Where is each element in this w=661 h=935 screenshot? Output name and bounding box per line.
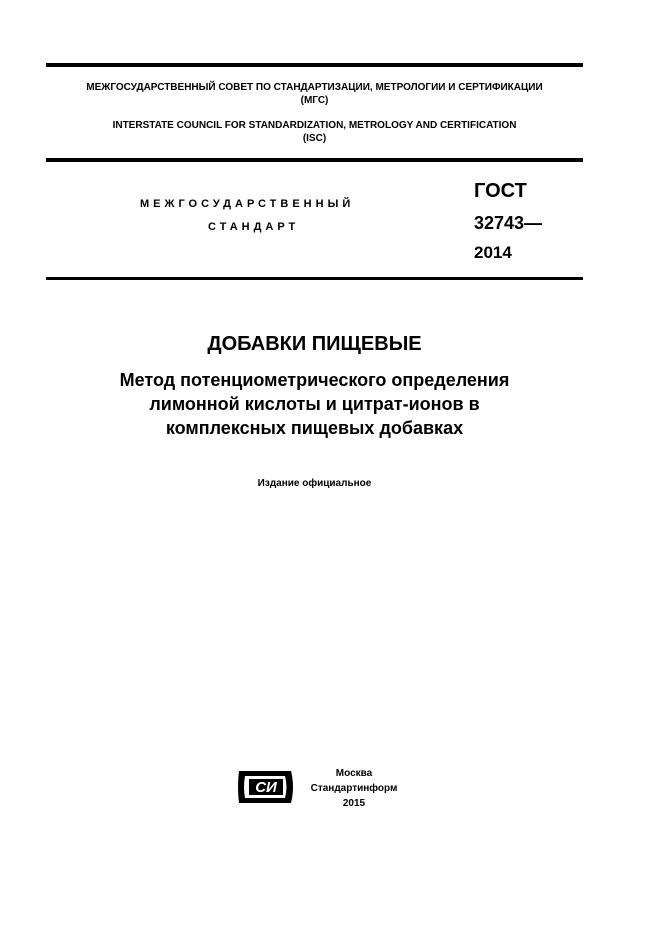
gost-number: 32743— [474,213,543,233]
header-bottom-rule [46,277,583,280]
logo-lettering: СИ [255,779,277,796]
document-subtitle-line3: комплексных пищевых добавках [165,418,464,438]
council-en-abbr: (ISC) [302,133,327,144]
standard-label-line2: СТАНДАРТ [208,221,300,233]
publisher-name: Стандартинформ [310,783,398,794]
council-en-name: INTERSTATE COUNCIL FOR STANDARDIZATION, METROLOGY AND CERTIFICATION [112,120,517,131]
edition-note: Издание официальное [257,478,372,489]
publisher-year: 2015 [342,798,366,809]
document-subtitle-line2: лимонной кислоты и цитрат-ионов в [149,394,480,414]
council-bottom-rule [46,158,583,162]
gost-year: 2014 [474,243,512,262]
document-subtitle-line1: Метод потенциометрического определения [119,370,510,390]
standartinform-logo-icon [235,767,297,807]
publisher-city: Москва [335,768,373,779]
document-title: ДОБАВКИ ПИЩЕВЫЕ [207,333,422,355]
council-ru-abbr: (МГС) [300,95,329,106]
standard-label-line1: МЕЖГОСУДАРСТВЕННЫЙ [140,198,355,210]
top-rule [46,63,583,67]
gost-prefix: ГОСТ [474,180,527,202]
council-ru-name: МЕЖГОСУДАРСТВЕННЫЙ СОВЕТ ПО СТАНДАРТИЗАЦИИ, МЕТРОЛОГИИ И СЕРТИФИКАЦИИ [86,82,543,93]
